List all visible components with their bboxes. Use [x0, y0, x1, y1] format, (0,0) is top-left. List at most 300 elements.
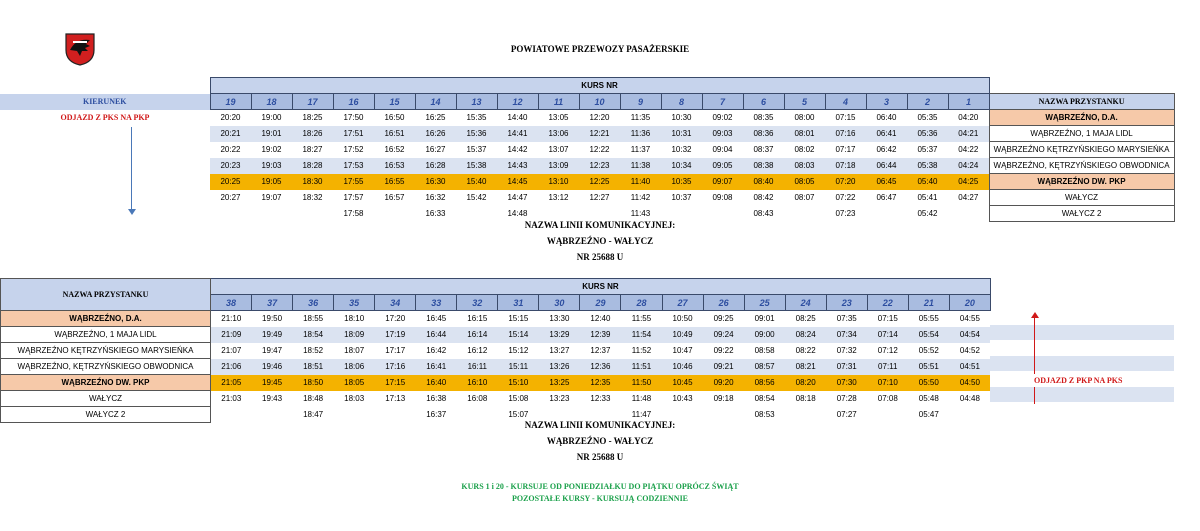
departure-time: 16:30 — [415, 174, 456, 190]
departure-time: 11:48 — [631, 394, 652, 403]
departure-time: 11:42 — [630, 193, 651, 202]
left-cell — [0, 174, 210, 190]
departure-time: 07:08 — [877, 394, 898, 403]
departure-time: 13:05 — [548, 113, 569, 123]
table-row — [0, 158, 1174, 174]
departure-time: 16:51 — [374, 126, 415, 142]
course-number: 36 — [293, 295, 334, 311]
footnotes — [0, 481, 1200, 505]
side-band — [990, 356, 1174, 371]
departure-time: 19:45 — [252, 375, 293, 391]
departure-time: 07:34 — [826, 327, 867, 343]
departure-time: 17:15 — [375, 375, 416, 391]
departure-time: 18:25 — [302, 113, 323, 123]
course-number: 33 — [416, 295, 457, 311]
departure-time: 15:10 — [498, 375, 539, 391]
departure-time: 10:31 — [661, 126, 702, 142]
departure-time: 16:25 — [425, 113, 446, 123]
departure-time: 12:23 — [579, 158, 620, 174]
course-number: 4 — [825, 94, 866, 110]
departure-time: 07:18 — [825, 158, 866, 174]
side-band — [990, 325, 1174, 340]
departure-time: 16:50 — [384, 113, 405, 123]
departure-time: 09:03 — [702, 126, 743, 142]
departure-time: 17:19 — [375, 327, 416, 343]
departure-time: 05:55 — [918, 314, 939, 324]
course-number: 29 — [580, 295, 621, 311]
departure-time: 18:03 — [344, 394, 365, 403]
departure-time: 08:43 — [753, 209, 774, 218]
departure-time: 04:25 — [948, 174, 989, 190]
course-number: 27 — [662, 295, 703, 311]
departure-time: 07:30 — [826, 375, 867, 391]
departure-time: 09:04 — [712, 145, 733, 154]
departure-time: 08:37 — [753, 145, 774, 154]
departure-time: 07:10 — [867, 375, 908, 391]
departure-time: 10:49 — [662, 327, 703, 343]
departure-time: 15:08 — [508, 394, 529, 403]
departure-time: 12:20 — [589, 113, 610, 123]
departure-time: 18:06 — [334, 359, 375, 375]
course-number: 26 — [703, 295, 744, 311]
departure-time: 17:13 — [385, 394, 406, 403]
stop-name: WĄBRZEŹNO, 1 MAJA LIDL — [1, 327, 211, 343]
departure-time: 16:14 — [457, 327, 498, 343]
departure-time: 18:27 — [302, 145, 323, 154]
departure-time: 09:07 — [702, 174, 743, 190]
departure-time: 16:37 — [426, 410, 447, 419]
departure-time: 11:38 — [620, 158, 661, 174]
course-number: 16 — [333, 94, 374, 110]
departure-time: 12:39 — [580, 327, 621, 343]
departure-time: 08:36 — [743, 126, 784, 142]
departure-time: 14:42 — [507, 145, 528, 154]
stop-name: WĄBRZEŹNO, KĘTRZYŃSKIEGO OBWODNICA — [1, 359, 211, 375]
departure-time: 13:25 — [539, 375, 580, 391]
departure-time: 19:01 — [251, 126, 292, 142]
stop-name: WĄBRZEŹNO KĘTRZYŃSKIEGO MARYSIEŃKA — [989, 142, 1174, 158]
departure-time: 10:46 — [662, 359, 703, 375]
departure-time: 16:08 — [467, 394, 488, 403]
departure-time: 11:55 — [631, 314, 652, 324]
departure-time: 05:51 — [908, 359, 949, 375]
departure-time: 15:07 — [508, 410, 529, 419]
departure-time: 13:30 — [549, 314, 570, 324]
departure-time: 09:21 — [703, 359, 744, 375]
departure-time: 19:07 — [261, 193, 282, 202]
course-number: 10 — [579, 94, 620, 110]
departure-time: 21:07 — [221, 346, 242, 355]
departure-time: 11:36 — [620, 126, 661, 142]
departure-time: 05:48 — [918, 394, 939, 403]
departure-time: 09:01 — [754, 314, 775, 324]
departure-time: 07:35 — [836, 314, 857, 324]
course-number: 6 — [743, 94, 784, 110]
departure-time: 15:36 — [456, 126, 497, 142]
departure-time: 16:55 — [374, 174, 415, 190]
departure-time: 19:49 — [252, 327, 293, 343]
departure-time: 07:17 — [835, 145, 856, 154]
departure-time: 10:35 — [661, 174, 702, 190]
departure-time: 06:44 — [866, 158, 907, 174]
course-number-row — [0, 94, 1174, 110]
departure-time: 16:53 — [374, 158, 415, 174]
departure-time: 13:29 — [539, 327, 580, 343]
timetable-outbound — [0, 77, 1175, 222]
departure-time: 08:40 — [743, 174, 784, 190]
departure-time: 07:16 — [825, 126, 866, 142]
departure-time: 08:53 — [754, 410, 775, 419]
departure-time: 04:21 — [948, 126, 989, 142]
departure-time: 20:27 — [220, 193, 241, 202]
departure-time: 07:28 — [836, 394, 857, 403]
timetable-return — [0, 278, 991, 423]
kurs-label: KURS NR — [211, 279, 991, 295]
departure-time: 11:50 — [621, 375, 662, 391]
line-info-block-1 — [0, 217, 1200, 265]
departure-time: 15:40 — [456, 174, 497, 190]
departure-time: 04:20 — [958, 113, 979, 123]
departure-time: 17:17 — [385, 346, 406, 355]
departure-time: 11:47 — [631, 410, 652, 419]
departure-time: 16:41 — [416, 359, 457, 375]
line-info-heading: NAZWA LINII KOMUNIKACYJNEJ: — [524, 420, 676, 430]
course-number: 15 — [374, 94, 415, 110]
course-number: 13 — [456, 94, 497, 110]
departure-time: 08:20 — [785, 375, 826, 391]
departure-time: 18:50 — [293, 375, 334, 391]
departure-time: 21:09 — [211, 327, 252, 343]
table-row — [0, 142, 1174, 158]
line-info-name: WĄBRZEŹNO - WAŁYCZ — [546, 436, 654, 446]
departure-time: 07:20 — [825, 174, 866, 190]
course-number: 8 — [661, 94, 702, 110]
course-number: 17 — [292, 94, 333, 110]
left-cell — [0, 142, 210, 158]
line-info-name: WĄBRZEŹNO - WAŁYCZ — [546, 236, 654, 246]
course-number: 28 — [621, 295, 662, 311]
departure-time: 21:10 — [221, 314, 242, 324]
departure-time: 09:18 — [713, 394, 734, 403]
departure-time: 16:42 — [426, 346, 447, 355]
departure-time: 04:48 — [959, 394, 980, 403]
departure-time: 19:02 — [261, 145, 282, 154]
departure-time: 14:47 — [507, 193, 528, 202]
course-number: 18 — [251, 94, 292, 110]
departure-time: 17:53 — [333, 158, 374, 174]
departure-time: 13:07 — [548, 145, 569, 154]
course-number: 38 — [211, 295, 252, 311]
departure-time: 16:57 — [384, 193, 405, 202]
arrow-head-up — [1031, 312, 1039, 318]
departure-time: 05:37 — [917, 145, 938, 154]
table-row — [1, 391, 991, 407]
departure-time: 13:09 — [538, 158, 579, 174]
stop-name: WĄBRZEŹNO, D.A. — [1, 311, 211, 327]
departure-time: 04:52 — [959, 346, 980, 355]
departure-time: 12:25 — [579, 174, 620, 190]
departure-time: 18:09 — [334, 327, 375, 343]
departure-time: 17:57 — [343, 193, 364, 202]
stop-name: WĄBRZEŹNO, D.A. — [989, 110, 1174, 126]
departure-time: 17:16 — [375, 359, 416, 375]
departure-time: 13:23 — [549, 394, 570, 403]
departure-time: 16:12 — [467, 346, 488, 355]
departure-time: 16:44 — [416, 327, 457, 343]
departure-time: 16:27 — [425, 145, 446, 154]
departure-time: 10:45 — [662, 375, 703, 391]
departure-time: 05:52 — [918, 346, 939, 355]
departure-time: 05:47 — [918, 410, 939, 419]
course-number: 7 — [702, 94, 743, 110]
departure-time: 14:48 — [507, 209, 528, 218]
stop-name: WĄBRZEŹNO DW. PKP — [989, 174, 1174, 190]
departure-time: 18:26 — [292, 126, 333, 142]
departure-time: 21:05 — [211, 375, 252, 391]
departure-time: 07:12 — [877, 346, 898, 355]
table-row — [1, 343, 991, 359]
kurs-header-row — [1, 279, 991, 295]
departure-time: 16:33 — [425, 209, 446, 218]
left-cell — [0, 190, 210, 206]
departure-time: 09:02 — [712, 113, 733, 123]
stop-name: WĄBRZEŹNO KĘTRZYŃSKIEGO MARYSIEŃKA — [1, 343, 211, 359]
departure-time: 14:45 — [497, 174, 538, 190]
departure-time: 20:25 — [210, 174, 251, 190]
departure-time: 12:36 — [580, 359, 621, 375]
departure-time: 11:37 — [630, 145, 651, 154]
departure-time: 20:23 — [210, 158, 251, 174]
stop-name: WAŁYCZ — [989, 190, 1174, 206]
departure-time: 08:24 — [785, 327, 826, 343]
course-number: 25 — [744, 295, 785, 311]
page-title: POWIATOWE PRZEWOZY PASAŻERSKIE — [510, 44, 690, 54]
return-direction-label: ODJAZD Z PKP NA PKS — [1034, 376, 1123, 385]
course-number: 30 — [539, 295, 580, 311]
departure-time: 15:12 — [508, 346, 529, 355]
departure-time: 08:35 — [753, 113, 774, 123]
departure-time: 05:35 — [917, 113, 938, 123]
departure-time: 19:47 — [262, 346, 283, 355]
kierunek-label: KIERUNEK — [0, 94, 210, 110]
stop-header: NAZWA PRZYSTANKU — [989, 94, 1174, 110]
departure-time: 04:55 — [959, 314, 980, 324]
departure-time: 16:32 — [425, 193, 446, 202]
departure-time: 04:54 — [949, 327, 990, 343]
departure-time: 18:28 — [292, 158, 333, 174]
departure-time: 08:21 — [785, 359, 826, 375]
departure-time: 17:20 — [385, 314, 406, 324]
departure-time: 05:41 — [917, 193, 938, 202]
departure-time: 08:18 — [795, 394, 816, 403]
kurs-label: KURS NR — [210, 78, 989, 94]
departure-time: 08:56 — [744, 375, 785, 391]
departure-time: 21:03 — [221, 394, 242, 403]
departure-time: 08:58 — [754, 346, 775, 355]
departure-time: 08:05 — [784, 174, 825, 190]
course-number: 9 — [620, 94, 661, 110]
departure-time: 07:14 — [867, 327, 908, 343]
empty-cell — [0, 78, 210, 94]
departure-time: 05:40 — [907, 174, 948, 190]
departure-time: 10:50 — [672, 314, 693, 324]
departure-time: 16:15 — [467, 314, 488, 324]
table-row — [1, 359, 991, 375]
course-number: 34 — [375, 295, 416, 311]
departure-time: 18:47 — [303, 410, 324, 419]
empty-cell — [989, 78, 1174, 94]
departure-time: 04:51 — [949, 359, 990, 375]
departure-time: 11:40 — [620, 174, 661, 190]
departure-time: 10:30 — [671, 113, 692, 123]
departure-time: 13:26 — [539, 359, 580, 375]
departure-time: 06:47 — [876, 193, 897, 202]
departure-time: 09:00 — [744, 327, 785, 343]
departure-time: 10:43 — [672, 394, 693, 403]
line-info-heading: NAZWA LINII KOMUNIKACYJNEJ: — [524, 220, 676, 230]
departure-time: 04:24 — [948, 158, 989, 174]
line-info-number: NR 25688 U — [576, 452, 624, 462]
table-row — [1, 375, 991, 391]
departure-time: 16:40 — [416, 375, 457, 391]
departure-time: 05:42 — [917, 209, 938, 218]
stop-name: WĄBRZEŹNO, 1 MAJA LIDL — [989, 126, 1174, 142]
departure-time: 08:57 — [744, 359, 785, 375]
stop-name: WAŁYCZ 2 — [989, 206, 1174, 222]
course-number: 37 — [252, 295, 293, 311]
arrow-head-down — [128, 209, 136, 215]
departure-time: 18:32 — [302, 193, 323, 202]
outbound-direction-label: ODJAZD Z PKS NA PKP — [60, 113, 150, 122]
departure-time: 18:51 — [293, 359, 334, 375]
departure-time: 12:21 — [579, 126, 620, 142]
departure-time: 05:54 — [908, 327, 949, 343]
stop-header: NAZWA PRZYSTANKU — [1, 279, 211, 311]
table-row — [0, 174, 1174, 190]
course-number: 22 — [867, 295, 908, 311]
course-number: 21 — [908, 295, 949, 311]
departure-time: 08:25 — [795, 314, 816, 324]
departure-time: 06:40 — [876, 113, 897, 123]
departure-time: 05:36 — [907, 126, 948, 142]
footnote-weekday-courses: KURS 1 i 20 - KURSUJE OD PONIEDZIAŁKU DO PIĄTKU OPRÓCZ ŚWIĄT — [461, 482, 739, 491]
departure-time: 15:11 — [498, 359, 539, 375]
departure-time: 18:30 — [292, 174, 333, 190]
departure-time: 12:35 — [580, 375, 621, 391]
departure-time: 11:43 — [630, 209, 651, 218]
departure-time: 08:03 — [784, 158, 825, 174]
departure-time: 18:55 — [303, 314, 324, 324]
departure-time: 14:41 — [497, 126, 538, 142]
departure-time: 11:51 — [621, 359, 662, 375]
departure-time: 12:27 — [589, 193, 610, 202]
departure-time: 19:05 — [251, 174, 292, 190]
departure-time: 08:22 — [795, 346, 816, 355]
departure-time: 06:41 — [866, 126, 907, 142]
departure-time: 16:10 — [457, 375, 498, 391]
departure-time: 21:06 — [211, 359, 252, 375]
course-number: 3 — [866, 94, 907, 110]
departure-time: 10:32 — [671, 145, 692, 154]
departure-time: 12:37 — [590, 346, 611, 355]
departure-time: 13:27 — [549, 346, 570, 355]
departure-time: 16:28 — [415, 158, 456, 174]
departure-time: 18:54 — [293, 327, 334, 343]
departure-time: 18:05 — [334, 375, 375, 391]
departure-time: 07:22 — [835, 193, 856, 202]
departure-time: 15:42 — [466, 193, 487, 202]
departure-time: 17:58 — [343, 209, 364, 218]
departure-time: 09:24 — [703, 327, 744, 343]
departure-time: 08:02 — [794, 145, 815, 154]
table-row — [1, 311, 991, 327]
course-number: 31 — [498, 295, 539, 311]
stop-name: WĄBRZEŹNO, KĘTRZYŃSKIEGO OBWODNICA — [989, 158, 1174, 174]
departure-time: 19:00 — [261, 113, 282, 123]
departure-time: 20:20 — [220, 113, 241, 123]
departure-time: 07:11 — [867, 359, 908, 375]
left-cell — [0, 126, 210, 142]
departure-time: 08:54 — [754, 394, 775, 403]
kurs-header-row — [0, 78, 1174, 94]
departure-time: 13:12 — [548, 193, 569, 202]
departure-time: 15:15 — [508, 314, 529, 324]
course-number: 11 — [538, 94, 579, 110]
course-number: 32 — [457, 295, 498, 311]
departure-time: 15:38 — [456, 158, 497, 174]
table-row — [0, 126, 1174, 142]
stop-name: WAŁYCZ 2 — [1, 407, 211, 423]
departure-time: 11:35 — [630, 113, 651, 123]
departure-time: 15:14 — [498, 327, 539, 343]
departure-time: 18:10 — [344, 314, 365, 324]
table-row — [0, 110, 1174, 126]
departure-time: 14:43 — [497, 158, 538, 174]
departure-time: 15:35 — [466, 113, 487, 123]
departure-time: 09:20 — [703, 375, 744, 391]
departure-time: 09:08 — [712, 193, 733, 202]
course-number: 12 — [497, 94, 538, 110]
departure-time: 16:11 — [457, 359, 498, 375]
departure-time: 08:01 — [784, 126, 825, 142]
course-number: 23 — [826, 295, 867, 311]
departure-time: 18:48 — [303, 394, 324, 403]
footnote-other-courses: POZOSTAŁE KURSY - KURSUJĄ CODZIENNIE — [511, 494, 689, 503]
course-number: 19 — [210, 94, 251, 110]
course-number: 20 — [949, 295, 990, 311]
direction-arrow-down-icon — [131, 127, 132, 213]
line-info-number: NR 25688 U — [576, 252, 624, 262]
departure-time: 20:22 — [220, 145, 241, 154]
departure-time: 06:45 — [866, 174, 907, 190]
departure-time: 16:52 — [384, 145, 405, 154]
course-number: 2 — [907, 94, 948, 110]
departure-time: 17:52 — [343, 145, 364, 154]
course-number: 1 — [948, 94, 989, 110]
departure-time: 07:23 — [835, 209, 856, 218]
course-number: 14 — [415, 94, 456, 110]
departure-time: 12:22 — [589, 145, 610, 154]
departure-time: 11:54 — [621, 327, 662, 343]
course-number: 24 — [785, 295, 826, 311]
departure-time: 05:50 — [908, 375, 949, 391]
side-band — [990, 387, 1174, 402]
departure-time: 07:32 — [836, 346, 857, 355]
departure-time: 18:07 — [344, 346, 365, 355]
departure-time: 06:42 — [876, 145, 897, 154]
departure-time: 07:27 — [836, 410, 857, 419]
departure-time: 19:50 — [262, 314, 283, 324]
